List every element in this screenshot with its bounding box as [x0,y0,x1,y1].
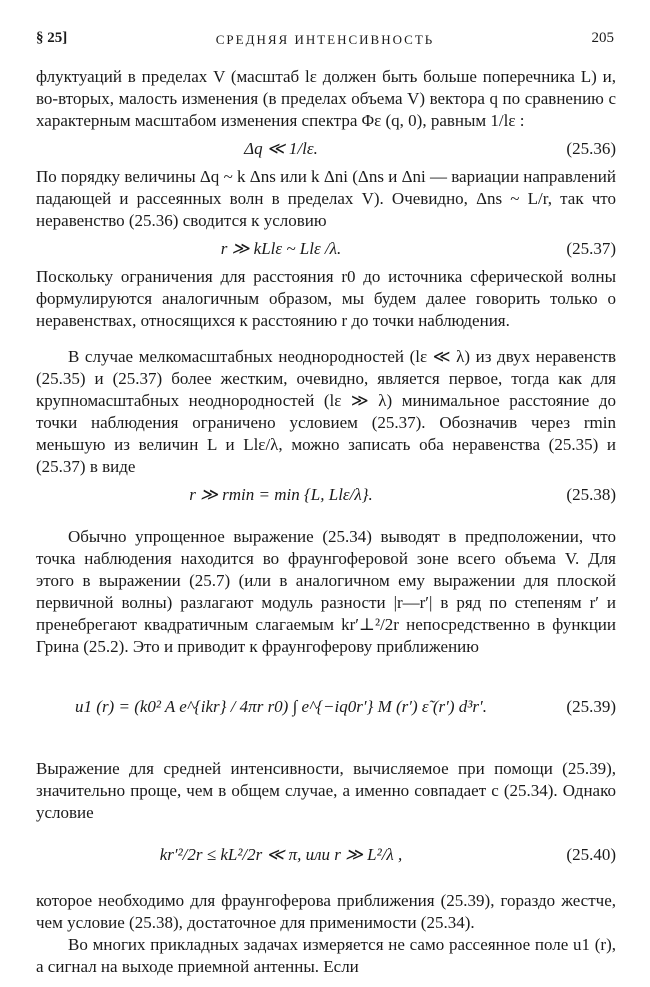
page-number: 205 [591,30,614,46]
equation-number: (25.36) [566,139,616,158]
equation-formula: r ≫ kLlε ~ Llε /λ. [220,239,342,258]
section-marker: § 25] [36,30,68,46]
equation-25-36 [36,134,616,164]
equation-formula: u1 (r) = (k0² A e^{ikr} / 4πr r0) ∫ e^{−iq0r′} M (r′) ε̃ (r′) d³r′. [75,697,487,716]
paragraph-8: Во многих прикладных задачах измеряется не само рассеянное поле u1 (r), а сигнал на выходе приемной антенны. Если [36,935,616,976]
equation-number: (25.37) [566,239,616,258]
paragraph-1: флуктуаций в пределах V (масштаб lε должен быть больше поперечника L) и, во-вторых, малость изменения (в пределах объема V) вектора q по сравнению с характерным масштабом изменения спектра Φε (q, 0), равным 1/lε : [36,67,616,130]
running-title: СРЕДНЯЯ ИНТЕНСИВНОСТЬ [215,32,435,47]
equation-25-37 [36,234,616,264]
equation-formula: Δq ≪ 1/lε. [244,139,318,158]
equation-number: (25.40) [566,845,616,864]
paragraph-5: Обычно упрощенное выражение (25.34) выводят в предположении, что точка наблюдения находится во фраунгоферовой зоне всего объема V. Для этого в выражении (25.7) (или в аналогичном ему выражении для плоской первичной волны) разлагают модуль разности |r—r′| в ряд по степеням r′ и пренебрегают квадратичным слагаемым kr′⊥²/2r непосредственно в функции Грина (25.2). Это и приводит к фраунгоферову приближению [36,527,616,656]
equation-25-38 [36,480,616,510]
equation-number: (25.39) [566,697,616,716]
equation-number: (25.38) [566,485,616,504]
equation-25-39 [36,660,616,756]
paragraph-4: В случае мелкомасштабных неоднородностей (lε ≪ λ) из двух неравенств (25.35) и (25.37) более жестким, очевидно, является первое, тогда как для крупномасштабных неоднородностей (lε ≫ λ) минимальное расстояние до точки наблюдения ограничено условием (25.37). Обозначив через rmin меньшую из величин L и Llε/λ, можно записать оба неравенства (25.35) и (25.37) в виде [36,347,616,476]
page-body [36,66,616,978]
equation-25-40 [36,826,616,888]
equation-formula: r ≫ rmin = min {L, Llε/λ}. [189,485,373,504]
running-header [36,30,614,52]
equation-formula: kr′²/2r ≤ kL²/2r ≪ π, или r ≫ L²/λ , [159,845,403,864]
paragraph-6: Выражение для средней интенсивности, вычисляемое при помощи (25.39), значительно проще, чем в общем случае, а именно совпадает с (25.34). Однако условие [36,759,616,822]
paragraph-3: Поскольку ограничения для расстояния r0 до источника сферической волны формулируются аналогичным образом, мы будем далее говорить только о неравенствах, относящихся к расстоянию r до точки наблюдения. [36,267,616,330]
paragraph-7: которое необходимо для фраунгоферова приближения (25.39), гораздо жестче, чем условие (25.38), достаточное для применимости (25.34). [36,891,616,932]
paragraph-2: По порядку величины Δq ~ k Δns или k Δni (Δns и Δni — вариации направлений падающей и рассеянных волн в пределах V). Очевидно, Δns ~ L/r, так что неравенство (25.36) сводится к условию [36,167,616,230]
